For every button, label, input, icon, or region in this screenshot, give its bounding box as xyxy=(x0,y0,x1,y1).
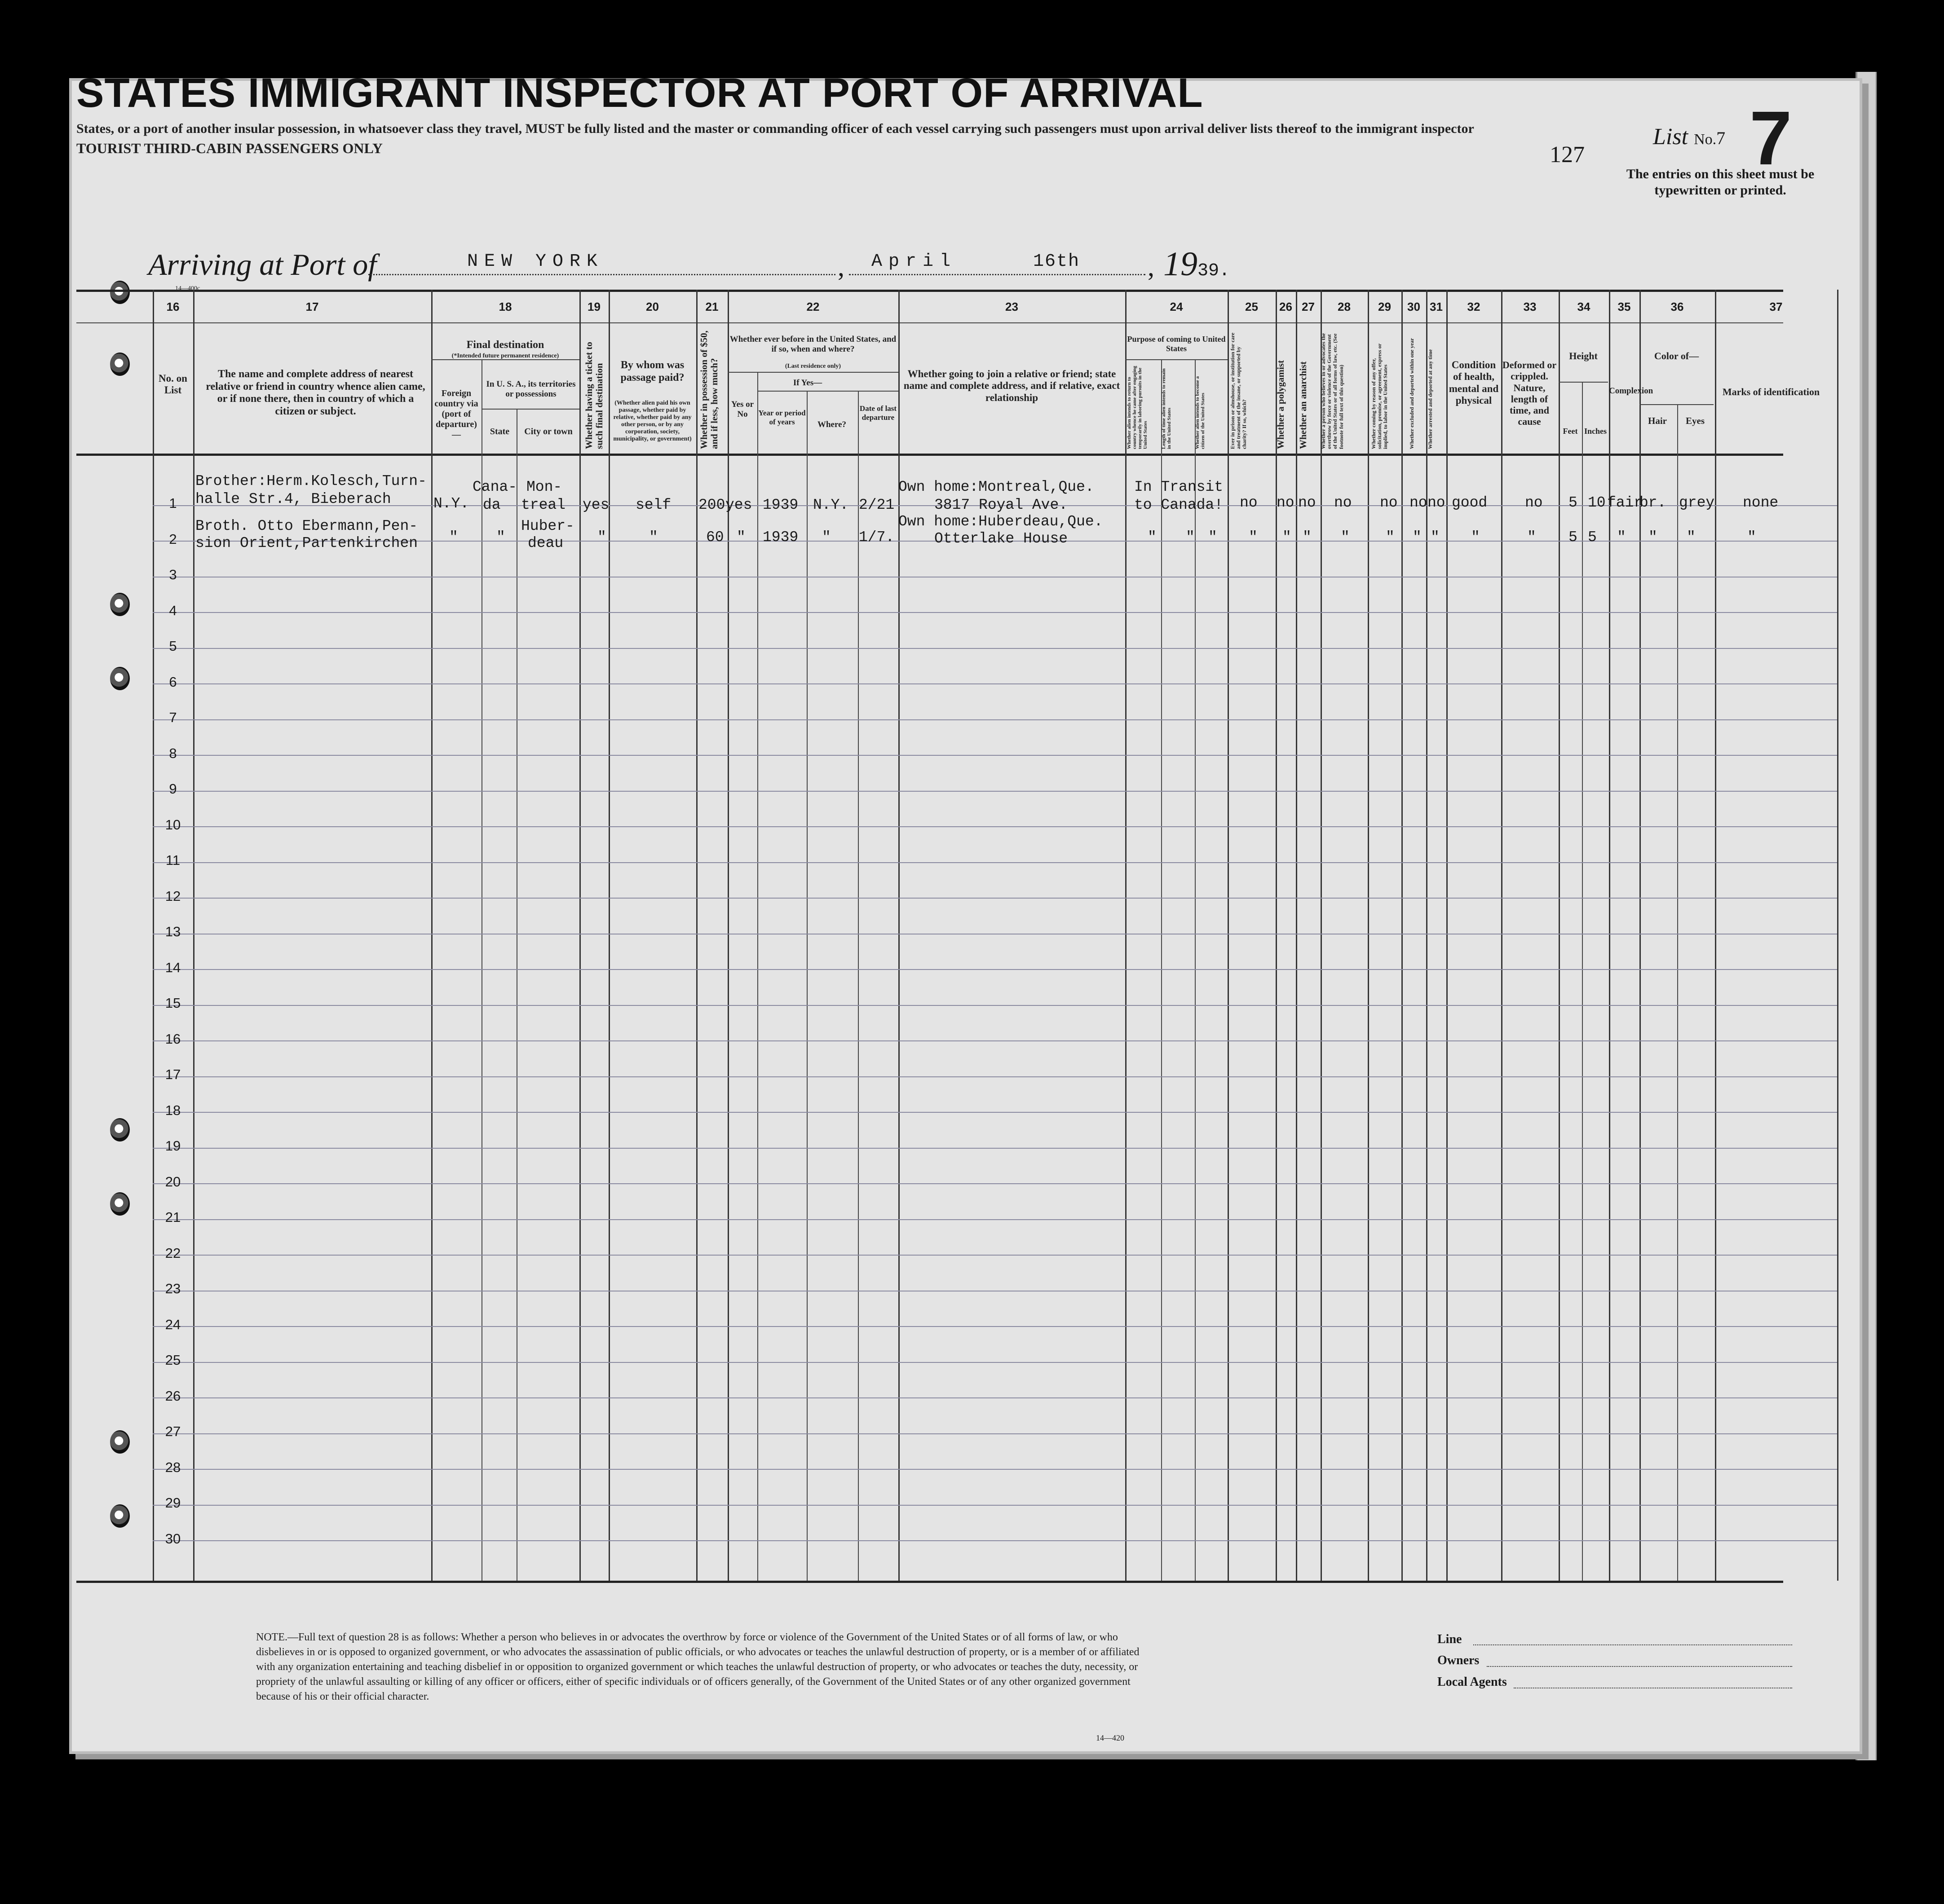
column-divider xyxy=(1228,290,1229,1581)
column-number: 16 xyxy=(166,300,180,313)
column-number: 21 xyxy=(705,300,719,313)
r1-labor: no xyxy=(1380,494,1398,511)
header-purpose-c: Whether alien intends to become a citizen of the United States xyxy=(1195,376,1206,449)
list-word: List xyxy=(1653,124,1688,150)
header-if-yes: If Yes— xyxy=(793,378,822,388)
r1-hair: br. xyxy=(1639,494,1666,511)
r2-ditto-mark: " xyxy=(1249,529,1258,546)
day-value: 16th xyxy=(1033,251,1080,272)
r2-ditto-mark: " xyxy=(1341,529,1350,546)
row-line xyxy=(153,1005,1837,1006)
column-divider xyxy=(1501,290,1502,1581)
column-number: 18 xyxy=(499,300,512,313)
row-line xyxy=(153,1076,1837,1077)
column-divider xyxy=(193,290,194,1581)
owners-label: Owners xyxy=(1437,1653,1480,1667)
list-label xyxy=(1653,123,1725,150)
r2-ditto-mark: " xyxy=(1186,529,1195,546)
r1-anarchist: no xyxy=(1298,494,1316,511)
row-number: 25 xyxy=(165,1352,181,1368)
header-question-28: Whether a person who believes in or advocates the overthrow by force or violence of the Government of the United States or of all forms of law, etc. (See footnote for full text of this question) xyxy=(1320,333,1344,449)
column-number: 31 xyxy=(1430,300,1443,313)
r1-purpose-1: In Transit xyxy=(1134,479,1224,495)
column-number: 33 xyxy=(1523,300,1537,313)
header-ticket: Whether having a ticket to such final destination xyxy=(583,342,605,449)
punch-hole-icon xyxy=(110,593,130,616)
column-number: 37 xyxy=(1769,300,1783,313)
r2-ditto-mark: " xyxy=(1648,529,1657,546)
r2-ditto-mark: " xyxy=(449,529,458,546)
form-title: STATES IMMIGRANT INSPECTOR AT PORT OF ARRIVAL xyxy=(76,70,1203,116)
r1-date: 2/21 xyxy=(859,497,895,513)
header-prison: Ever in prison or almshouse, or institution for care and treatment of the insane, or supported by charity? If so, which? xyxy=(1229,332,1248,449)
column-number: 30 xyxy=(1407,300,1420,313)
year-prefix: 19 xyxy=(1163,245,1197,283)
r2-ditto-mark: " xyxy=(1386,529,1395,546)
row-number: 11 xyxy=(165,852,181,868)
r1-city-2: treal xyxy=(521,497,566,513)
r1-polygamist: no xyxy=(1277,494,1295,511)
c22-title-line xyxy=(728,372,898,373)
r2-ditto-mark: " xyxy=(1527,529,1536,546)
c22-ifyes-line xyxy=(757,391,898,392)
r1-state-2: da xyxy=(483,497,501,513)
column-number: 36 xyxy=(1670,300,1684,313)
r2-ditto-mark: " xyxy=(1282,529,1291,546)
r1-state-1: Cana- xyxy=(473,479,517,495)
r1-where: N.Y. xyxy=(813,497,849,513)
header-by-whom-paid-note: (Whether alien paid his own passage, whether paid by relative, whether paid by any other person, or by any corporation, society, municipality, or government) xyxy=(613,400,692,443)
c18-usa-line xyxy=(482,409,579,410)
row-line xyxy=(153,612,1837,613)
column-divider xyxy=(609,290,610,1581)
r1-year: 1939 xyxy=(763,497,799,513)
form-subtitle: States, or a port of another insular possession, in whatsoever class they travel, MUST be fully listed and the master or commanding officer of each vessel carrying such passengers must upon arrival deliver lists thereof to the immigrant inspector xyxy=(76,121,1474,136)
header-where: Where? xyxy=(817,420,847,429)
row-line xyxy=(153,755,1837,756)
owners-field xyxy=(1487,1666,1792,1667)
column-divider xyxy=(1609,290,1610,1581)
column-number: 32 xyxy=(1467,300,1480,313)
r1-feet: 5 xyxy=(1568,494,1577,511)
row-line xyxy=(153,1148,1837,1149)
port-value: NEW YORK xyxy=(467,251,604,272)
row-number: 10 xyxy=(165,816,181,833)
r2-ditto-mark: " xyxy=(649,529,658,546)
r2-ditto-mark: " xyxy=(1431,529,1440,546)
arriving-label: Arriving at Port of xyxy=(148,247,377,282)
r2-ditto-mark: " xyxy=(1413,529,1422,546)
row-number: 27 xyxy=(165,1424,181,1439)
header-join-relative: Whether going to join a relative or friend; state name and complete address, and if relative, exact relationship xyxy=(903,368,1120,403)
header-date-departure: Date of last departure xyxy=(859,404,897,422)
row-number: 15 xyxy=(165,995,181,1011)
form-code-bottom: 14—420 xyxy=(1096,1733,1124,1742)
r2-ditto-mark: " xyxy=(1471,529,1480,546)
column-divider xyxy=(696,290,698,1581)
r2-city-2: deau xyxy=(528,535,564,551)
row-line xyxy=(153,1040,1837,1041)
sub-column-divider xyxy=(1582,382,1583,1581)
list-no-small: 7 xyxy=(1716,128,1726,148)
header-ever-before: Whether ever before in the United States, and if so, when and where? xyxy=(729,335,897,354)
r1-relative-2: halle Str.4, Bieberach xyxy=(195,491,391,507)
row-number: 6 xyxy=(169,674,177,690)
punch-hole-icon xyxy=(110,353,130,376)
c36-title-line xyxy=(1639,404,1714,405)
row-line xyxy=(153,862,1837,863)
r1-inches: 10 xyxy=(1588,494,1606,511)
header-anarchist: Whether an anarchist xyxy=(1298,361,1308,449)
column-number: 27 xyxy=(1302,300,1315,313)
r1-city-1: Mon- xyxy=(526,479,562,495)
row-number: 26 xyxy=(165,1388,181,1404)
month-value: April xyxy=(871,251,957,272)
column-number: 26 xyxy=(1279,300,1292,313)
r2-ditto-mark: " xyxy=(597,529,606,546)
column-divider xyxy=(579,290,581,1581)
r2-feet: 5 xyxy=(1568,529,1577,546)
row-line xyxy=(153,969,1837,970)
form-code-top: 14—400c xyxy=(175,285,200,292)
header-by-whom-paid: By whom was passage paid? xyxy=(620,359,685,383)
row-number: 21 xyxy=(165,1209,181,1225)
column-divider xyxy=(1321,290,1322,1581)
row-number: 24 xyxy=(165,1316,181,1332)
r1-relative-1: Brother:Herm.Kolesch,Turn- xyxy=(195,473,427,489)
header-marks: Marks of identification xyxy=(1722,386,1820,397)
header-purpose: Purpose of coming to United States xyxy=(1127,335,1226,353)
header-purpose-b: Length of time alien intends to remain in the United States xyxy=(1161,368,1172,449)
local-agents-label: Local Agents xyxy=(1437,1675,1507,1689)
row-number: 29 xyxy=(165,1495,181,1511)
header-state: State xyxy=(490,427,510,436)
r1-purpose-2: to Canada! xyxy=(1134,497,1224,513)
row-number: 3 xyxy=(169,567,177,582)
row-line xyxy=(153,719,1837,720)
header-polygamist: Whether a polygamist xyxy=(1275,360,1286,449)
sub-column-divider xyxy=(757,372,758,1581)
column-number: 28 xyxy=(1338,300,1351,313)
header-arrested: Whether arrested and deported at any time xyxy=(1427,349,1433,449)
column-divider xyxy=(1559,290,1560,1581)
row-line xyxy=(153,1397,1837,1398)
header-condition-health: Condition of health, mental and physical xyxy=(1449,359,1499,406)
punch-hole-icon xyxy=(110,1118,130,1142)
page-number: 127 xyxy=(1550,142,1585,167)
header-fifty-dollars: Whether in possession of $50, and if less, how much? xyxy=(698,331,720,449)
column-number: 29 xyxy=(1378,300,1391,313)
r1-arrested: no xyxy=(1427,494,1445,511)
header-final-destination-note: (*Intended future permanent residence) xyxy=(451,353,559,359)
header-in-usa: In U. S. A., its territories or possessions xyxy=(486,379,576,399)
sub-column-divider xyxy=(807,391,808,1581)
row-number: 18 xyxy=(165,1102,181,1118)
r2-ditto-mark: " xyxy=(1747,529,1756,546)
row-number: 8 xyxy=(169,745,177,761)
line-label: Line xyxy=(1437,1632,1462,1646)
r2-join-1: Own home:Huberdeau,Que. xyxy=(898,513,1103,530)
r1-paid-by: self xyxy=(636,497,672,513)
column-divider xyxy=(1368,290,1369,1581)
header-complexion: Complexion xyxy=(1609,386,1653,396)
row-number: 13 xyxy=(165,924,181,939)
row-number: 28 xyxy=(165,1459,181,1475)
c24-title-line xyxy=(1125,359,1228,360)
table-top-border xyxy=(76,290,1783,292)
footnote-question-28: NOTE.—Full text of question 28 is as follows: Whether a person who believes in or advocates the overthrow by force or violence of the Government of the United States or of all forms of law, or who disbelieves in or is opposed to organized government, or who advocates the assassination of public officials, or who advocates or teaches the unlawful destruction of property, or is a member of or affiliated with any organization entertaining and teaching disbelief in or opposition to organized government or which teaches the unlawful destruction of property, or who advocates or teaches the duty, necessity, or propriety of the unlawful assaulting or killing of any officer or officers, either of specific individuals or of officers generally, of the Government of the United States or of any other organized government because of his or their official character. xyxy=(256,1631,1140,1702)
column-divider xyxy=(431,290,433,1581)
row-number: 17 xyxy=(165,1067,181,1082)
header-color-of: Color of— xyxy=(1654,350,1699,361)
header-city: City or town xyxy=(524,427,573,436)
header-deformed: Deformed or crippled. Nature, length of time, and cause xyxy=(1502,359,1557,428)
row-number: 1 xyxy=(169,495,177,511)
r1-deformed: no xyxy=(1525,494,1543,511)
row-line xyxy=(153,898,1837,899)
row-number: 20 xyxy=(165,1173,181,1190)
manifest-page xyxy=(72,81,1860,1751)
header-feet: Feet xyxy=(1563,427,1578,436)
row-line xyxy=(153,1469,1837,1470)
r2-year: 1939 xyxy=(763,529,799,546)
r1-ticket: yes xyxy=(583,497,610,513)
r1-money: 200 xyxy=(698,497,725,513)
punch-hole-icon xyxy=(110,1430,130,1454)
header-height: Height xyxy=(1569,350,1598,361)
column-number: 23 xyxy=(1005,300,1018,313)
column-number: 20 xyxy=(646,300,659,313)
row-number: 12 xyxy=(165,888,181,904)
column-divider xyxy=(1837,290,1838,1581)
column-divider xyxy=(1639,290,1641,1581)
column-number: 17 xyxy=(305,300,319,313)
date-line xyxy=(849,274,1145,275)
r2-ditto-mark: " xyxy=(1303,529,1312,546)
r2-relative-1: Broth. Otto Ebermann,Pen- xyxy=(195,518,418,534)
column-divider xyxy=(1715,290,1716,1581)
r2-ditto-mark: " xyxy=(1148,529,1157,546)
r1-prison: no xyxy=(1240,494,1258,511)
row-line xyxy=(153,1219,1837,1220)
header-yes-no: Yes or No xyxy=(731,400,754,419)
row-number: 30 xyxy=(165,1530,181,1547)
typewritten-note: The entries on this sheet must be typewritten or printed. xyxy=(1626,167,1815,198)
sub-column-divider xyxy=(858,391,859,1581)
row-line xyxy=(153,1183,1837,1184)
row-number: 7 xyxy=(169,710,177,725)
row-number: 22 xyxy=(165,1245,181,1261)
r1-health: good xyxy=(1452,494,1488,511)
column-divider xyxy=(1296,290,1297,1581)
column-divider xyxy=(1276,290,1277,1581)
row-line xyxy=(153,1540,1837,1541)
header-final-destination: Final destination xyxy=(466,339,544,351)
column-divider xyxy=(1401,290,1403,1581)
row-line xyxy=(153,791,1837,792)
punch-hole-icon xyxy=(110,1504,130,1528)
header-purpose-a: Whether alien intends to return to country whence he came after engaging temporarily in laboring pursuits in the United States xyxy=(1127,366,1149,449)
row-line xyxy=(153,1326,1837,1327)
row-number: 4 xyxy=(169,602,177,618)
r2-ditto-mark: " xyxy=(1617,529,1626,546)
row-number: 9 xyxy=(169,781,177,797)
r1-complexion: fair xyxy=(1607,494,1643,511)
row-line xyxy=(153,1255,1837,1256)
header-eyes: Eyes xyxy=(1686,415,1705,426)
header-inches: Inches xyxy=(1584,427,1607,436)
colnum-row-border xyxy=(76,322,1783,323)
column-divider xyxy=(1446,290,1448,1581)
header-ever-before-note: (Last residence only) xyxy=(785,363,841,370)
r1-excluded: no xyxy=(1409,494,1427,511)
r2-inches: 5 xyxy=(1588,529,1597,546)
r1-marks: none xyxy=(1743,494,1779,511)
r2-ditto-mark: " xyxy=(737,529,746,546)
r2-date: 1/7. xyxy=(859,529,895,546)
list-no-word: No. xyxy=(1694,131,1717,148)
row-line xyxy=(153,1433,1837,1434)
punch-hole-icon xyxy=(110,1192,130,1216)
row-number: 5 xyxy=(169,638,177,654)
column-number: 22 xyxy=(806,300,820,313)
r1-join-1: Own home:Montreal,Que. xyxy=(898,479,1094,495)
column-divider xyxy=(728,290,729,1581)
column-number: 25 xyxy=(1245,300,1258,313)
header-no-on-list: No. on List xyxy=(159,373,187,396)
r1-q28: no xyxy=(1334,494,1352,511)
line-field xyxy=(1473,1644,1792,1645)
row-number: 23 xyxy=(165,1281,181,1296)
row-line xyxy=(153,1112,1837,1113)
row-line xyxy=(153,1505,1837,1506)
r1-foreign: N.Y. xyxy=(433,495,469,512)
row-line xyxy=(153,1362,1837,1363)
r2-ditto-mark: " xyxy=(1687,529,1696,546)
row-line xyxy=(153,683,1837,684)
r2-relative-2: sion Orient,Partenkirchen xyxy=(195,535,418,551)
column-number: 34 xyxy=(1577,300,1591,313)
header-excluded: Whether excluded and deported within one year xyxy=(1409,338,1415,449)
year-suffix: 39. xyxy=(1197,261,1230,281)
header-year: Year or period of years xyxy=(758,409,806,426)
column-divider xyxy=(1426,290,1427,1581)
punch-hole-icon xyxy=(110,281,130,304)
row-number: 14 xyxy=(165,959,181,975)
c34-title-line xyxy=(1559,382,1608,383)
row-number: 2 xyxy=(169,531,177,547)
r1-before: yes xyxy=(725,497,752,513)
row-line xyxy=(153,648,1837,649)
r2-join-2: Otterlake House xyxy=(934,530,1068,547)
r2-ditto-mark: " xyxy=(496,529,505,546)
header-relative-address: The name and complete address of nearest relative or friend in country whence alien came, or if none there, then in country of which a citizen or subject. xyxy=(206,368,425,417)
comma: , xyxy=(1148,252,1154,282)
r2-money: 60 xyxy=(706,529,724,546)
table-bottom-border xyxy=(76,1581,1783,1583)
column-divider xyxy=(1125,290,1127,1581)
class-line: TOURIST THIRD-CABIN PASSENGERS ONLY xyxy=(76,140,383,156)
r1-eyes: grey xyxy=(1679,494,1715,511)
row-number: 16 xyxy=(165,1031,181,1047)
header-hair: Hair xyxy=(1648,415,1667,426)
column-number: 19 xyxy=(588,300,601,313)
port-line xyxy=(368,274,835,275)
header-foreign-country: Foreign country via (port of departure)— xyxy=(434,388,478,440)
column-number: 35 xyxy=(1617,300,1631,313)
comma: , xyxy=(838,252,844,282)
column-number: 24 xyxy=(1170,300,1183,313)
r1-join-2: 3817 Royal Ave. xyxy=(934,497,1068,513)
row-line xyxy=(153,826,1837,827)
r2-city-1: Huber- xyxy=(521,518,574,534)
punch-hole-icon xyxy=(110,667,130,690)
header-bottom-border xyxy=(76,454,1783,456)
r2-ditto-mark: " xyxy=(822,529,831,546)
year-value xyxy=(1163,245,1230,284)
list-number-big: 7 xyxy=(1750,96,1792,181)
row-number: 19 xyxy=(165,1138,181,1154)
r2-ditto-mark: " xyxy=(1208,529,1217,546)
sub-column-divider xyxy=(1677,404,1678,1581)
header-labor-offer: Whether coming by reason of any offer, solicitation, promise, or agreement, express or implied, to labor in the United States xyxy=(1370,344,1389,449)
